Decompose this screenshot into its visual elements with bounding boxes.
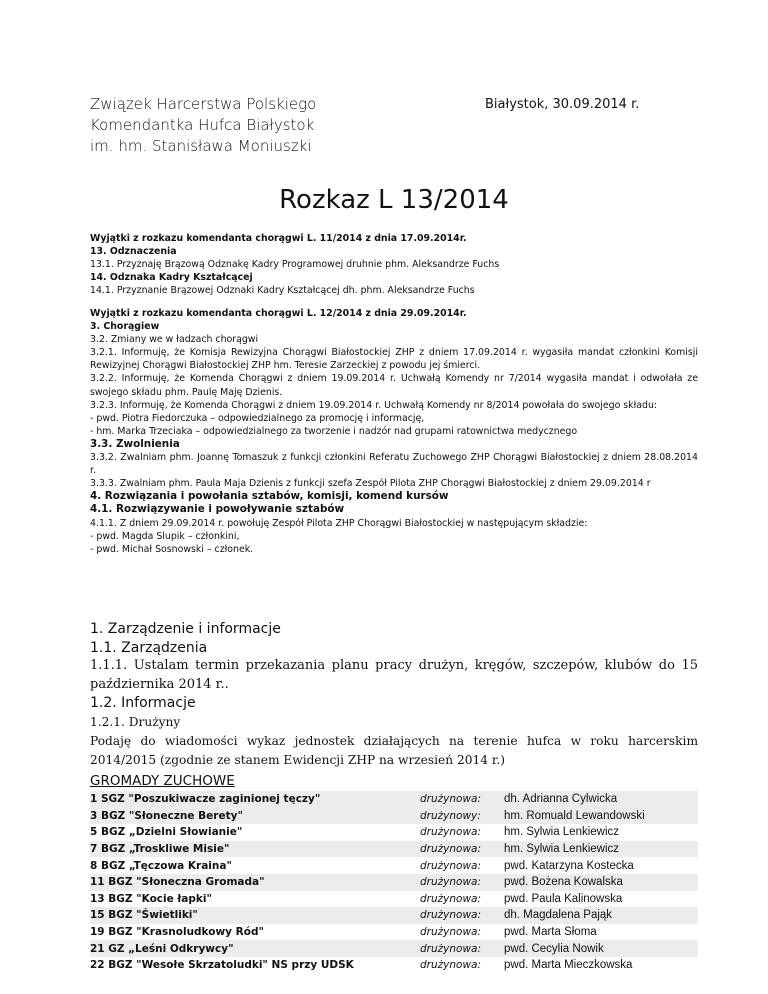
- excerpt-line: 3.3.3. Zwalniam phm. Paula Maja Dzienis z funkcji szefa Zespół Pilota ZHP Chorągwi Białostockiej z dniem 29.09.2014 r: [90, 478, 651, 490]
- unit-role: drużynowa:: [420, 959, 482, 972]
- unit-row: [90, 940, 698, 957]
- excerpt-line: 3.3. Zwolnienia: [90, 437, 180, 450]
- unit-role: drużynowa:: [420, 926, 482, 939]
- gromady-title: GROMADY ZUCHOWE: [90, 773, 235, 789]
- unit-row: [90, 808, 698, 825]
- unit-leader: dh. Adrianna Cylwicka: [504, 791, 698, 808]
- unit-leader: pwd. Marta Mieczkowska: [504, 959, 633, 972]
- unit-role: drużynowa:: [420, 892, 482, 905]
- letterhead: [90, 94, 698, 154]
- excerpt-line: 13. Odznaczenia: [90, 246, 177, 258]
- unit-role: drużynowy:: [420, 808, 504, 825]
- main-section: [90, 620, 698, 770]
- subsection-heading: 1.2.1. Drużyny: [90, 714, 181, 729]
- unit-role: drużynowa:: [420, 874, 504, 891]
- excerpt-heading: Wyjątki z rozkazu komendanta chorągwi L. 11/2014 z dnia 17.09.2014r.: [90, 233, 467, 244]
- unit-name: 19 BGZ "Krasnoludkowy Ród": [90, 926, 264, 939]
- excerpt-line: 14. Odznaka Kadry Kształcącej: [90, 272, 253, 284]
- unit-row: [90, 924, 698, 941]
- excerpt-line: - hm. Marka Trzeciaka – odpowiedzialnego za tworzenie i nadzór nad grupami ratownictwa medycznego: [90, 425, 578, 437]
- unit-leader: hm. Sylwia Lenkiewicz: [504, 841, 698, 858]
- paragraph-1-1-1: 1.1.1. Ustalam termin przekazania planu pracy drużyn, kręgów, szczepów, klubów do 15 października 2014 r..: [90, 658, 698, 692]
- unit-role: drużynowa:: [420, 791, 504, 808]
- excerpt-line: 4.1. Rozwiązywanie i powoływanie sztabów: [90, 503, 345, 516]
- excerpt-line: - pwd. Magda Slupik – członkini,: [90, 530, 240, 542]
- excerpt-line: 4.1.1. Z dniem 29.09.2014 r. powołuję Zespół Pilota ZHP Chorągwi Białostockiej w następującym składzie:: [90, 517, 588, 529]
- excerpt-lines: [90, 245, 698, 297]
- unit-leader: pwd. Bożena Kowalska: [504, 874, 698, 891]
- unit-row: [90, 791, 698, 808]
- unit-leader: hm. Romuald Lewandowski: [504, 808, 698, 825]
- excerpt-line: 3.3.2. Zwalniam phm. Joannę Tomaszuk z funkcji członkini Referatu Zuchowego ZHP Chorągwi Białostockiej z dniem 28.08.2014 r.: [90, 452, 698, 477]
- excerpt-line: 14.1. Przyznanie Brązowej Odznaki Kadry Kształcącej dh. phm. Aleksandrze Fuchs: [90, 285, 475, 297]
- unit-name: 11 BGZ "Słoneczna Gromada": [90, 874, 420, 891]
- unit-name: 7 BGZ „Troskliwe Misie": [90, 841, 420, 858]
- excerpt-line: 13.1. Przyznaję Brązową Odznakę Kadry Programowej druhnie phm. Aleksandrze Fuchs: [90, 259, 500, 271]
- subsection-heading: 1.1. Zarządzenia: [90, 639, 208, 656]
- unit-name: 1 SGZ "Poszukiwacze zaginionej tęczy": [90, 791, 420, 808]
- excerpt-line: 3.2.3. Informuję, że Komenda Chorągwi z dniem 19.09.2014 r. Uchwałą Komendy nr 8/2014 powołała do swojego składu:: [90, 399, 658, 411]
- unit-name: 22 BGZ "Wesołe Skrzatoludki" NS przy UDSK: [90, 959, 354, 972]
- org-line-1: Związek Harcerstwa Polskiego: [90, 95, 317, 113]
- unit-role: drużynowa:: [420, 859, 482, 872]
- unit-name: 3 BGZ "Słoneczne Berety": [90, 808, 420, 825]
- document-title: Rozkaz L 13/2014: [279, 185, 509, 215]
- unit-name: 13 BGZ "Kocie łapki": [90, 892, 212, 905]
- unit-row: [90, 907, 698, 924]
- unit-role: drużynowa:: [420, 841, 504, 858]
- unit-leader: pwd. Paula Kalinowska: [504, 892, 623, 905]
- unit-name: 8 BGZ „Tęczowa Kraina": [90, 859, 232, 872]
- unit-row: [90, 841, 698, 858]
- unit-leader: dh. Magdalena Pająk: [504, 907, 698, 924]
- excerpt-line: 3.2.1. Informuję, że Komisja Rewizyjna Chorągwi Białostockiej ZHP z dniem 17.09.2014 r. wygasiła mandat członkini Komisji Rewizyjnej Chorągwi Białostockiej ZHP hm. Teresie Zarzeckiej z powodu jej śmierci.: [90, 347, 698, 372]
- unit-role: drużynowa:: [420, 907, 504, 924]
- unit-leader: pwd. Katarzyna Kostecka: [504, 859, 634, 872]
- org-line-3: im. hm. Stanisława Moniuszki: [90, 137, 312, 155]
- excerpt-line: 4. Rozwiązania i powołania sztabów, komisji, komend kursów: [90, 490, 449, 503]
- unit-name: 21 GZ „Leśni Odkrywcy": [90, 940, 420, 957]
- unit-leader: pwd. Cecylia Nowik: [504, 940, 698, 957]
- excerpt-order-11: [90, 232, 698, 297]
- excerpt-line: 3.2. Zmiany we w ładzach chorągwi: [90, 334, 259, 346]
- unit-row: [90, 957, 698, 974]
- place-date: Białystok, 30.09.2014 r.: [485, 97, 640, 112]
- unit-role: drużynowa:: [420, 940, 504, 957]
- units-table: [90, 791, 698, 974]
- subsection-heading: 1.2. Informacje: [90, 695, 196, 711]
- excerpt-line: 3. Chorągiew: [90, 321, 160, 333]
- excerpt-heading: Wyjątki z rozkazu komendanta chorągwi L. 12/2014 z dnia 29.09.2014r.: [90, 308, 467, 319]
- excerpt-order-12: [90, 307, 698, 556]
- unit-leader: hm. Sylwia Lenkiewicz: [504, 826, 620, 839]
- gromady-section: [90, 772, 698, 974]
- unit-name: 5 BGZ „Dzielni Słowianie": [90, 826, 243, 839]
- unit-row: [90, 857, 698, 874]
- excerpt-line: - pwd. Piotra Fiedorczuka – odpowiedzialnego za promocję i informację,: [90, 412, 425, 424]
- unit-role: drużynowa:: [420, 826, 482, 839]
- unit-leader: pwd. Marta Słoma: [504, 926, 597, 939]
- section-heading: 1. Zarządzenie i informacje: [90, 621, 281, 637]
- organization-block: [90, 94, 316, 157]
- unit-name: 15 BGZ "Świetliki": [90, 907, 420, 924]
- org-line-2: Komendantka Hufca Białystok: [90, 116, 315, 134]
- excerpt-lines: [90, 320, 698, 556]
- excerpt-line: 3.2.2. Informuję, że Komenda Chorągwi z dniem 19.09.2014 r. Uchwałą Komendy nr 7/2014 wygasiła mandat i odwołała ze swojego składu phm. Paulę Maję Dzienis.: [90, 373, 698, 398]
- unit-row: [90, 824, 698, 841]
- unit-row: [90, 874, 698, 891]
- excerpt-line: - pwd. Michał Sosnowski – członek.: [90, 543, 254, 555]
- unit-row: [90, 891, 698, 908]
- paragraph-1-2-1: Podaję do wiadomości wykaz jednostek działających na terenie hufca w roku harcerskim 2014/2015 (zgodnie ze stanem Ewidencji ZHP na wrzesień 2014 r.): [90, 733, 698, 767]
